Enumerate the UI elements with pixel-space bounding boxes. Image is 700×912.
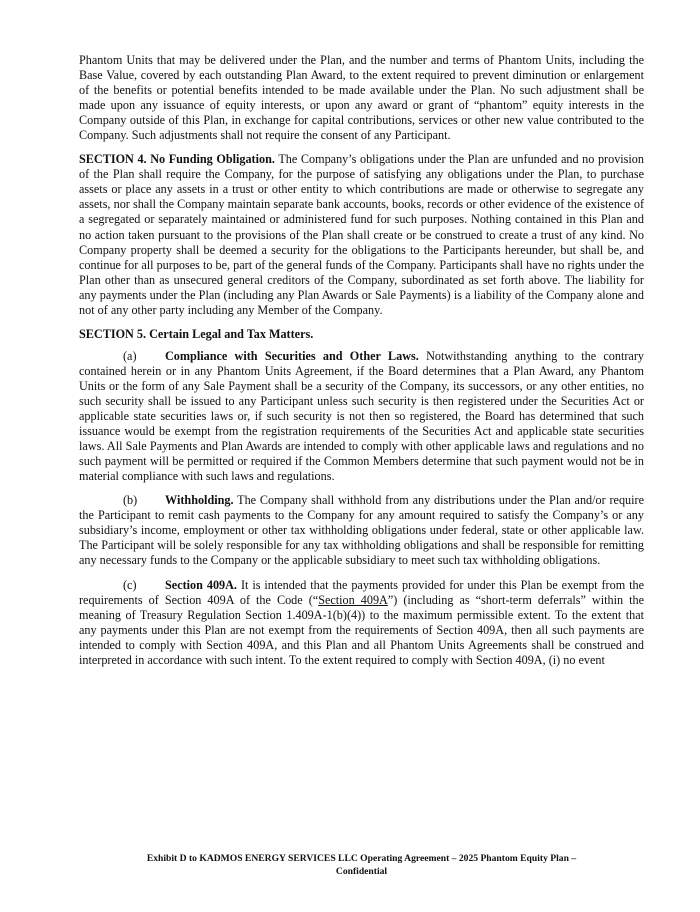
section-409a-defined-term: Section 409A bbox=[318, 592, 388, 607]
section-5-heading: SECTION 5. Certain Legal and Tax Matters. bbox=[79, 326, 314, 341]
section-5c-paragraph bbox=[79, 578, 644, 668]
section-5b-text: The Company shall withhold from any distributions under the Plan and/or require the Participant to remit cash payments to the Company for any amount required to satisfy the Company’s or any subsidiary’s income, employment or other tax withholding obligations under federal, state or other applicable law. The Participant will be solely responsible for any tax withholding obligations and shall be responsible for remitting any necessary funds to the Company or the applicable subsidiary to meet such tax withholding obligations. bbox=[79, 493, 644, 568]
section-5b-label: (b) bbox=[123, 493, 138, 508]
section-5c-title: Section 409A. bbox=[165, 577, 237, 592]
document-page bbox=[79, 53, 644, 668]
section-5a-paragraph bbox=[79, 349, 644, 484]
section-5c-text-after: ”) (including as “short-term deferrals” within the meaning of Treasury Regulation Section 1.409A-1(b)(4)) to the maximum permissible extent. To the extent that any payments under this Plan are not exempt from the requirements of Section 409A, then all such payments are intended to comply with Section 409A, and this Plan and all Phantom Units Agreements shall be construed and interpreted in accordance with such intent. To the extent required to comply with Section 409A, (i) no event bbox=[79, 592, 644, 667]
section-5b-paragraph bbox=[79, 493, 644, 568]
page-footer bbox=[79, 852, 644, 878]
footer-line-2: Confidential bbox=[335, 866, 388, 877]
section-5a-text: Notwithstanding anything to the contrary contained herein or in any Phantom Units Agreement, if the Board determines that a Plan Award, any Phantom Units or the form of any Sale Payment shall be a security of the Company, its successors, or any other entities, no such security shall be issued to any Participant unless such security is then registered under the Securities Act or applicable state securities laws or, if such security is not then so registered, the Board has determined that such issuance would be exempt from the registration requirements of the Securities Act and applicable state securities laws. All Sale Payments and Plan Awards are intended to comply with other applicable laws and regulations and no such payment will be permitted or required if the Common Members determine that such payment would not be in material compliance with such laws and regulations. bbox=[79, 348, 644, 484]
section-5a-label: (a) bbox=[123, 348, 137, 363]
section-5c-label: (c) bbox=[123, 577, 137, 592]
section-5c-text-before: It is intended that the payments provided for under this Plan be exempt from the requirements of Section 409A of the Code (“ bbox=[79, 577, 645, 607]
footer-line-1: Exhibit D to KADMOS ENERGY SERVICES LLC Operating Agreement – 2025 Phantom Equity Plan – bbox=[146, 853, 577, 864]
intro-paragraph: Phantom Units that may be delivered under the Plan, and the number and terms of Phantom Units, including the Base Value, covered by each outstanding Plan Award, to the extent required to prevent diminution or enlargement of the benefits or potential benefits intended to be made available under the Plan. No such adjustment shall be made upon any issuance of equity interests, or upon any award or grant of “phantom” equity interests in the Company outside of this Plan, in exchange for capital contributions, services or other new value contributed to the Company. Such adjustments shall not require the consent of any Participant. bbox=[79, 53, 644, 143]
section-5b-title: Withholding. bbox=[165, 493, 234, 508]
section-4-text: The Company’s obligations under the Plan are unfunded and no provision of the Plan shall require the Company, for the purpose of satisfying any obligations under the Plan, to purchase assets or place any assets in a trust or other entity to which contributions are made or otherwise to segregate any assets, nor shall the Company maintain separate bank accounts, books, records or other evidence of the existence of a segregated or separately maintained or administered fund for such purposes. Nothing contained in this Plan and no action taken pursuant to the provisions of the Plan shall create or be construed to create a trust of any kind. No Company property shall be deemed a security for the obligations to the Participants hereunder, but shall be, and continue for all purposes to be, part of the general funds of the Company. Participants shall have no rights under the Plan other than as unsecured general creditors of the Company, subordinated as set forth above. The liability for any payments under the Plan (including any Plan Awards or Sale Payments) is a liability of the Company alone and not of any other party including any Member of the Company. bbox=[79, 152, 644, 317]
section-4-heading: SECTION 4. No Funding Obligation. bbox=[79, 152, 275, 167]
section-5a-title: Compliance with Securities and Other Laws. bbox=[165, 348, 419, 363]
section-4-paragraph bbox=[79, 152, 644, 318]
